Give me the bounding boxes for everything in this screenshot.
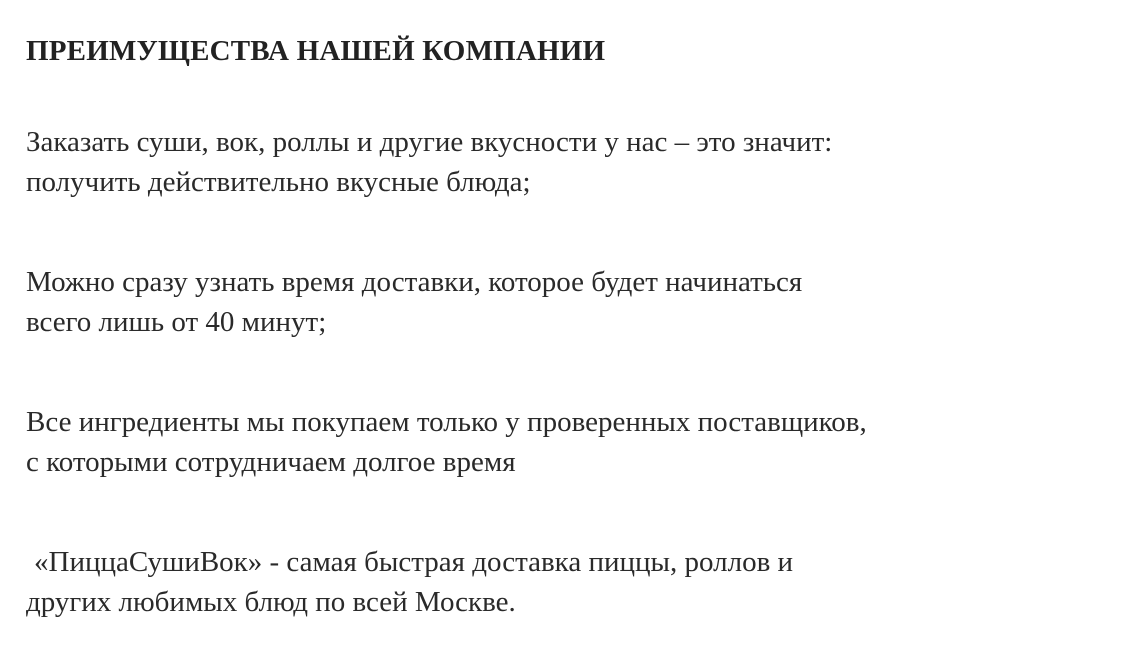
paragraph-line: Все ингредиенты мы покупаем только у проверенных поставщиков, [26, 406, 867, 438]
paragraph-line: с которыми сотрудничаем долгое время [26, 446, 516, 478]
page-title: ПРЕИМУЩЕСТВА НАШЕЙ КОМПАНИИ [26, 35, 606, 67]
benefit-paragraph-4 [26, 542, 1116, 622]
paragraph-line: Заказать суши, вок, роллы и другие вкусности у нас – это значит: [26, 126, 833, 158]
paragraph-line: других любимых блюд по всей Москве. [26, 586, 516, 618]
paragraph-line: получить действительно вкусные блюда; [26, 166, 531, 198]
paragraph-line: всего лишь от 40 минут; [26, 306, 327, 338]
benefit-paragraph-3 [26, 402, 1116, 482]
benefits-list [26, 122, 1140, 622]
paragraph-line: Можно сразу узнать время доставки, которое будет начинаться [26, 266, 803, 298]
paragraph-line: «ПиццаСушиВок» - самая быстрая доставка пиццы, роллов и [34, 546, 794, 578]
benefit-paragraph-2 [26, 262, 1116, 342]
benefit-paragraph-1 [26, 122, 1116, 202]
